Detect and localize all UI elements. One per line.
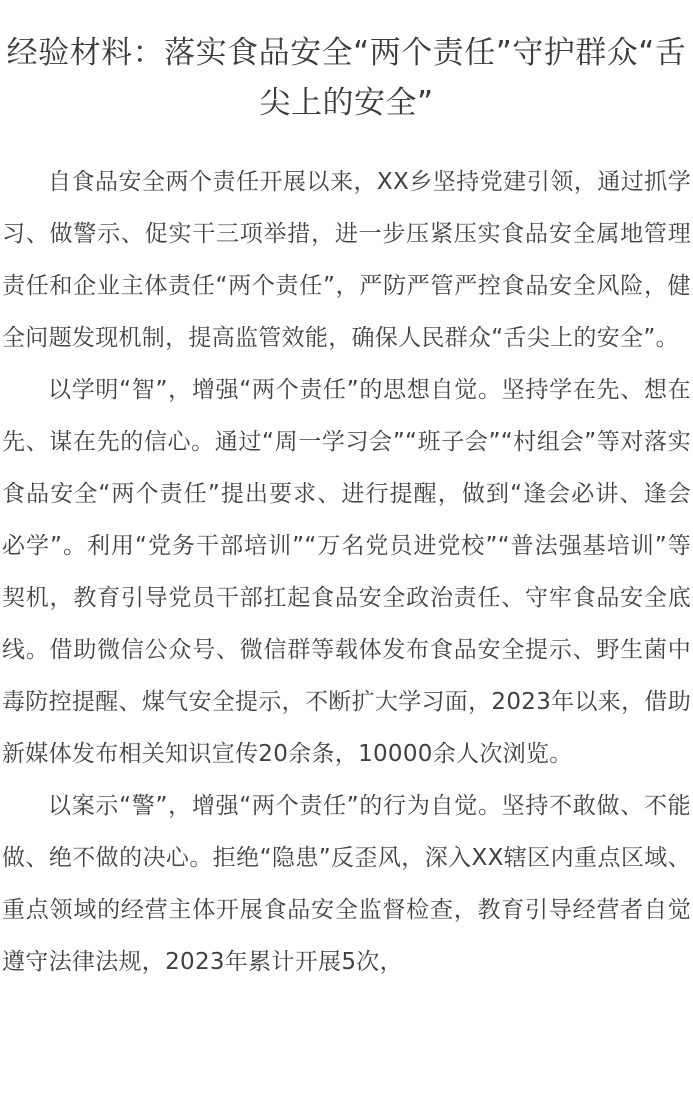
- paragraph-warning: 以案示“警”，增强“两个责任”的行为自觉。坚持不敢做、不能做、绝不做的决心。拒绝“隐患”反歪风，深入XX辖区内重点区域、重点领域的经营主体开展食品安全监督检查，教育引导经营者自觉遵守法律法规，2023年累计开展5次，: [2, 793, 691, 975]
- article-body: [0, 156, 693, 988]
- paragraph-intro: 自食品安全两个责任开展以来，XX乡坚持党建引领，通过抓学习、做警示、促实干三项举措，进一步压紧压实食品安全属地管理责任和企业主体责任“两个责任”，严防严管严控食品安全风险，健全问题发现机制，提高监管效能，确保人民群众“舌尖上的安全”。: [2, 169, 691, 351]
- article-title: 经验材料：落实食品安全“两个责任”守护群众“舌尖上的安全”: [6, 35, 687, 121]
- paragraph-study: 以学明“智”，增强“两个责任”的思想自觉。坚持学在先、想在先、谋在先的信心。通过“周一学习会”“班子会”“村组会”等对落实食品安全“两个责任”提出要求、进行提醒，做到“逢会必讲、逢会必学”。利用“党务干部培训”“万名党员进党校”“普法强基培训”等契机，教育引导党员干部扛起食品安全政治责任、守牢食品安全底线。借助微信公众号、微信群等载体发布食品安全提示、野生菌中毒防控提醒、煤气安全提示，不断扩大学习面，2023年以来，借助新媒体发布相关知识宣传20余条，10000余人次浏览。: [2, 377, 691, 767]
